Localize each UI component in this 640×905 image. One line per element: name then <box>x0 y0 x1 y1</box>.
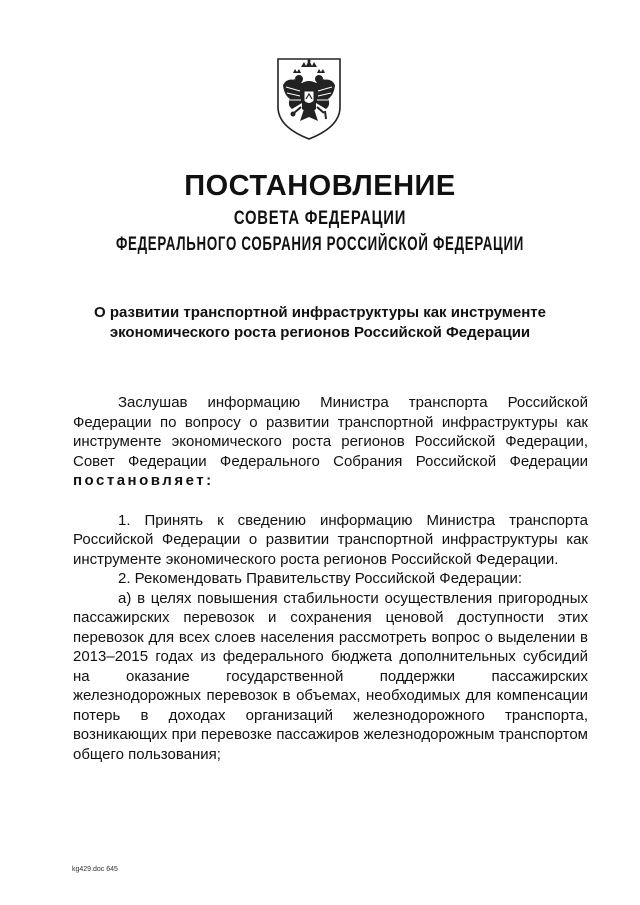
subject-line-2: экономического роста регионов Российской Федерации <box>109 324 531 341</box>
coat-of-arms-graphic <box>274 55 344 141</box>
document-code-footer: kg429.doc 645 <box>72 866 118 873</box>
preamble-text: Заслушав информацию Министра транспорта Российской Федерации по вопросу о развитии транспортной инфраструктуры как инструменте экономического роста регионов Российской Федерации, Совет Федерации Федерального Собрания Российской Федерации <box>73 394 588 470</box>
issuing-body-line-2: ФЕДЕРАЛЬНОГО СОБРАНИЯ РОССИЙСКОЙ ФЕДЕРАЦИИ <box>116 234 524 255</box>
resolves-word: постановляет: <box>73 472 214 489</box>
item-2a-paragraph: а) в целях повышения стабильности осуществления пригородных пассажирских перевозок и сохранения ценовой доступности этих перевозок для всех слоев населения рассмотреть вопрос о выделении в 2013–2015 годах из федерального бюджета дополнительных субсидий на оказание государственной поддержки пассажирских железнодорожных перевозок в объемах, необходимых для компенсации потерь в доходах организаций железнодорожного транспорта, возникающих при перевозке пассажиров железнодорожным транспортом общего пользования; <box>73 589 588 763</box>
document-type-title: ПОСТАНОВЛЕНИЕ <box>184 170 456 202</box>
russian-coat-of-arms-icon <box>274 55 344 141</box>
issuing-body-line-1: СОВЕТА ФЕДЕРАЦИИ <box>233 208 407 229</box>
item-1-paragraph: 1. Принять к сведению информацию Министра транспорта Российской Федерации о развитии транспортной инфраструктуры как инструменте экономического роста регионов Российской Федерации. <box>73 511 588 568</box>
preamble-paragraph <box>73 393 588 491</box>
item-2-paragraph: 2. Рекомендовать Правительству Российской Федерации: <box>118 570 523 587</box>
document-body <box>73 393 588 764</box>
subject-line-1: О развитии транспортной инфраструктуры как инструменте <box>94 304 546 321</box>
document-subject <box>60 303 580 343</box>
